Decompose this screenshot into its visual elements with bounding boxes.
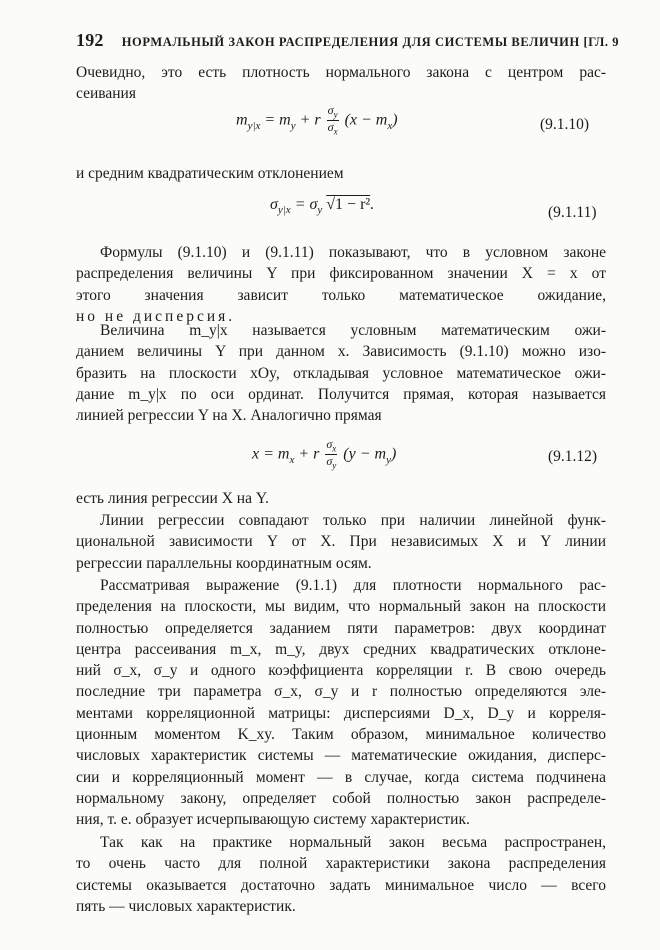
text-line: есть линия регрессии X на Y. [76, 490, 269, 507]
text-line: Линии регрессии совпадают только при наличии линейной функ- [100, 512, 606, 529]
text-line: сии и корреляционный момент — в случае, когда система подчинена [76, 768, 606, 786]
text-line: ционным моментом K_xy. Таким образом, минимальное количество [76, 726, 606, 744]
text-line: пределения на плоскости, мы видим, что нормальный закон на плоскости [76, 598, 606, 616]
text-line: и средним квадратическим отклонением [76, 165, 344, 182]
text-line: этого значения зависит только математическое ожидание, [76, 286, 606, 304]
page-number: 192 [76, 30, 104, 50]
text-line: бразить на плоскости xOy, откладывая условное математическое ожи- [76, 364, 606, 382]
text-line: Формулы (9.1.10) и (9.1.11) показывают, что в условном законе [100, 244, 606, 261]
text-line: Рассматривая выражение (9.1.1) для плотности нормального рас- [100, 577, 606, 594]
text-line: дание m_y|x по оси ординат. Получится прямая, которая называется [76, 385, 606, 403]
text-line: регрессии параллельны координатным осям. [76, 554, 372, 572]
text-line: циональной зависимости Y от X. При независимых X и Y линии [76, 533, 606, 551]
equation-9-1-12: $x = m_x + r$ $\frac{\sigma_x}{\sigma_y}$ $(y - m_y)$ [252, 437, 397, 471]
text-line: центра рассеивания m_x, m_y, двух средних квадратических отклоне- [76, 640, 606, 658]
text-line: пять — числовых характеристик. [76, 897, 296, 915]
page-header [76, 30, 620, 52]
fraction: $\frac{\sigma_x}{\sigma_y}$ [326, 437, 337, 471]
text-line: Так как на практике нормальный закон весьма распространен, [100, 834, 606, 851]
text-line: числовых характеристик системы — математические ожидания, дисперс- [76, 747, 606, 765]
text-line: распределения величины Y при фиксированном значении X = x от [76, 265, 606, 283]
mid-text [76, 163, 606, 184]
text-line: системы оказывается достаточно задать минимальное число — всего [76, 876, 606, 894]
text-line: данием величины Y при данном x. Зависимость (9.1.10) можно изо- [76, 343, 606, 361]
fraction: $\frac{\sigma_y}{\sigma_x}$ [327, 103, 338, 137]
equation-number: (9.1.12) [548, 448, 598, 465]
text-line: то очень часто для полной характеристики закона распределения [76, 855, 606, 873]
text-line: линией регрессии Y на X. Аналогично прямая [76, 407, 382, 425]
text-line: Величина m_y|x называется условным математическим ожи- [100, 322, 606, 339]
text-line: ний σ_x, σ_y и одного коэффициента корреляции r. В свою очередь [76, 662, 606, 680]
text-line: полностью определяется заданием пяти параметров: двух координат [76, 619, 606, 637]
text-line: ментами корреляционной матрицы: дисперсиями D_x, D_y и корреля- [76, 704, 606, 722]
equation-9-1-11: $\sigma_{y|x} = \sigma_y$ √1 − r². [270, 196, 375, 217]
after-equation-text [76, 488, 606, 509]
paragraph-lines [76, 510, 606, 574]
paragraph-formulas [76, 242, 606, 327]
equation-number: (9.1.11) [548, 204, 597, 221]
paragraph-parameters [76, 575, 606, 831]
paragraph-regression [76, 320, 606, 426]
text-line: ния, т. е. образует исчерпывающую систему характеристик. [76, 811, 470, 829]
equation-9-1-10: $m_{y|x} = m_y + r$ $\frac{\sigma_y}{\sigma_x}$ $(x - m_x)$ [236, 103, 398, 137]
paragraph-practice [76, 832, 606, 917]
intro-paragraph [76, 62, 606, 105]
text-line: нормальному закону, определяет собой полностью закон распределе- [76, 789, 606, 807]
text-line: но не дисперсия. [76, 307, 236, 325]
equation-number: (9.1.10) [540, 116, 590, 133]
running-title: НОРМАЛЬНЫЙ ЗАКОН РАСПРЕДЕЛЕНИЯ ДЛЯ СИСТЕМЫ ВЕЛИЧИН [ГЛ. 9 [121, 35, 620, 49]
text-line: сеивания [76, 85, 136, 103]
text-line: последние три параметра σ_x, σ_y и r полностью определяются эле- [76, 683, 606, 701]
text-line: Очевидно, это есть плотность нормального закона с центром рас- [76, 64, 606, 81]
